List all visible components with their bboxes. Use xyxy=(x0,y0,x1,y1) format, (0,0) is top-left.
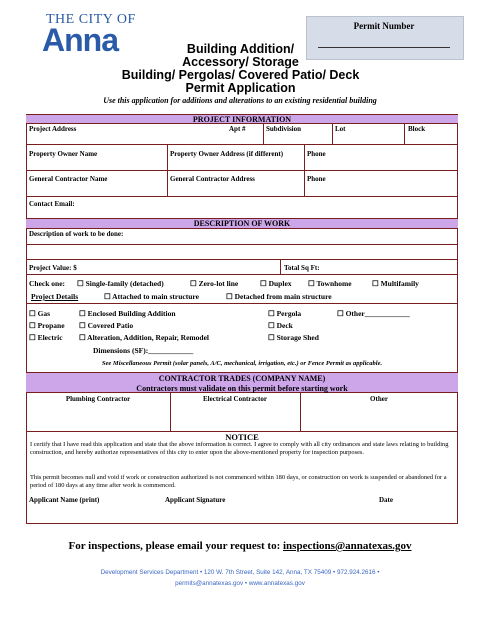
other-contractor-label: Other xyxy=(370,395,388,403)
checkbox-covered-patio[interactable]: ☐ Covered Patio xyxy=(79,321,134,330)
checkbox-enclosed-building-addition[interactable]: ☐ Enclosed Building Addition xyxy=(79,309,176,318)
contractor-trades-subtitle: Contractors must validate on this permit before starting work xyxy=(136,383,348,393)
date-label: Date xyxy=(379,496,393,504)
dimensions-field[interactable]: Dimensions (SF):____________ xyxy=(93,346,194,355)
checkbox-attached[interactable]: ☐ Attached to main structure xyxy=(104,292,199,301)
inspection-request-text: For inspections, please email your request to: xyxy=(68,540,283,552)
contractor-trades-title: CONTRACTOR TRADES (COMPANY NAME) xyxy=(158,374,326,383)
subdivision-label: Subdivision xyxy=(266,125,302,133)
general-contractor-name-label: General Contractor Name xyxy=(29,175,108,183)
permit-number-field[interactable] xyxy=(318,47,450,48)
property-owner-address-label: Property Owner Address (if different) xyxy=(170,150,284,158)
title-line-1: Building Addition/ xyxy=(186,42,295,56)
plumbing-contractor-label: Plumbing Contractor xyxy=(65,395,131,403)
department-contact-links[interactable]: permits@annatexas.gov • www.annatexas.gov xyxy=(175,580,305,587)
checkbox-alteration[interactable]: ☐ Alteration, Addition, Repair, Remodel xyxy=(79,333,209,342)
checkbox-single-family[interactable]: ☐ Single-family (detached) xyxy=(77,279,164,288)
checkbox-electric[interactable]: ☐ Electric xyxy=(29,333,63,342)
project-details-label: Project Details xyxy=(31,292,79,301)
notice-certification-text: I certify that I have read this application and state that the above information is correct. I agree to comply with all city ordinances and state laws relating to building construction, and hereby authorize representatives of this city to enter upon the above-mentioned property for inspection purposes. xyxy=(30,441,449,457)
checkbox-deck[interactable]: ☐ Deck xyxy=(268,321,293,330)
inspections-email-link[interactable]: inspections@annatexas.gov xyxy=(283,540,412,552)
description-header: DESCRIPTION OF WORK xyxy=(26,218,458,229)
project-value-label: Project Value: $ xyxy=(29,264,77,272)
project-info-header: PROJECT INFORMATION xyxy=(26,114,458,124)
work-description-label: Description of work to be done: xyxy=(29,230,124,238)
phone-label-2: Phone xyxy=(307,175,326,183)
applicant-name-label: Applicant Name (print) xyxy=(29,496,100,504)
logo-anna: Anna xyxy=(42,22,118,58)
contact-email-label: Contact Email: xyxy=(29,200,75,208)
notice-expiration-text: This permit becomes null and void if work or construction authorized is not commenced within 180 days, or construction on work is suspended or abandoned for a period of 180 days at any time after work is commenced. xyxy=(30,474,447,490)
general-contractor-address-label: General Contractor Address xyxy=(170,175,255,183)
block-label: Block xyxy=(408,125,426,133)
checkbox-other[interactable]: ☐ Other____________ xyxy=(337,309,410,318)
misc-permit-note: See Miscellaneous Permit (solar panels, A/C, mechanical, irrigation, etc.) or Fence Permit as applicable. xyxy=(101,360,383,367)
checkbox-zero-lot-line[interactable]: ☐ Zero-lot line xyxy=(190,279,239,288)
checkbox-duplex[interactable]: ☐ Duplex xyxy=(260,279,292,288)
electrical-contractor-label: Electrical Contractor xyxy=(203,395,267,403)
checkbox-gas[interactable]: ☐ Gas xyxy=(29,309,51,318)
phone-label-1: Phone xyxy=(307,150,326,158)
subtitle: Use this application for additions and alterations to an existing residential building xyxy=(103,96,377,105)
notice-header: NOTICE xyxy=(225,432,259,442)
logo-the-city-of: THE CITY OF xyxy=(46,12,136,27)
check-one-label: Check one: xyxy=(29,279,66,288)
title-line-3: Building/ Pergolas/ Covered Patio/ Deck xyxy=(121,68,360,82)
inspection-request-line xyxy=(0,540,480,552)
project-address-label: Project Address xyxy=(29,125,77,133)
lot-label: Lot xyxy=(335,125,346,133)
checkbox-propane[interactable]: ☐ Propane xyxy=(29,321,65,330)
checkbox-pergola[interactable]: ☐ Pergola xyxy=(268,309,302,318)
checkbox-storage-shed[interactable]: ☐ Storage Shed xyxy=(268,333,319,342)
total-sq-ft-label: Total Sq Ft: xyxy=(284,264,320,272)
contractor-trades-header xyxy=(26,372,458,393)
applicant-signature-label: Applicant Signature xyxy=(165,496,226,504)
permit-number-label: Permit Number xyxy=(353,21,415,31)
title-line-4: Permit Application xyxy=(185,81,296,95)
apt-label: Apt # xyxy=(229,125,246,133)
department-address: Development Services Department • 120 W. 7th Street, Suite 142, Anna, TX 75409 • 972.924.2616 • xyxy=(100,569,380,576)
title-line-2: Accessory/ Storage xyxy=(182,55,299,69)
property-owner-name-label: Property Owner Name xyxy=(29,150,98,158)
checkbox-townhome[interactable]: ☐ Townhome xyxy=(308,279,352,288)
checkbox-detached[interactable]: ☐ Detached from main structure xyxy=(226,292,332,301)
checkbox-multifamily[interactable]: ☐ Multifamily xyxy=(372,279,419,288)
